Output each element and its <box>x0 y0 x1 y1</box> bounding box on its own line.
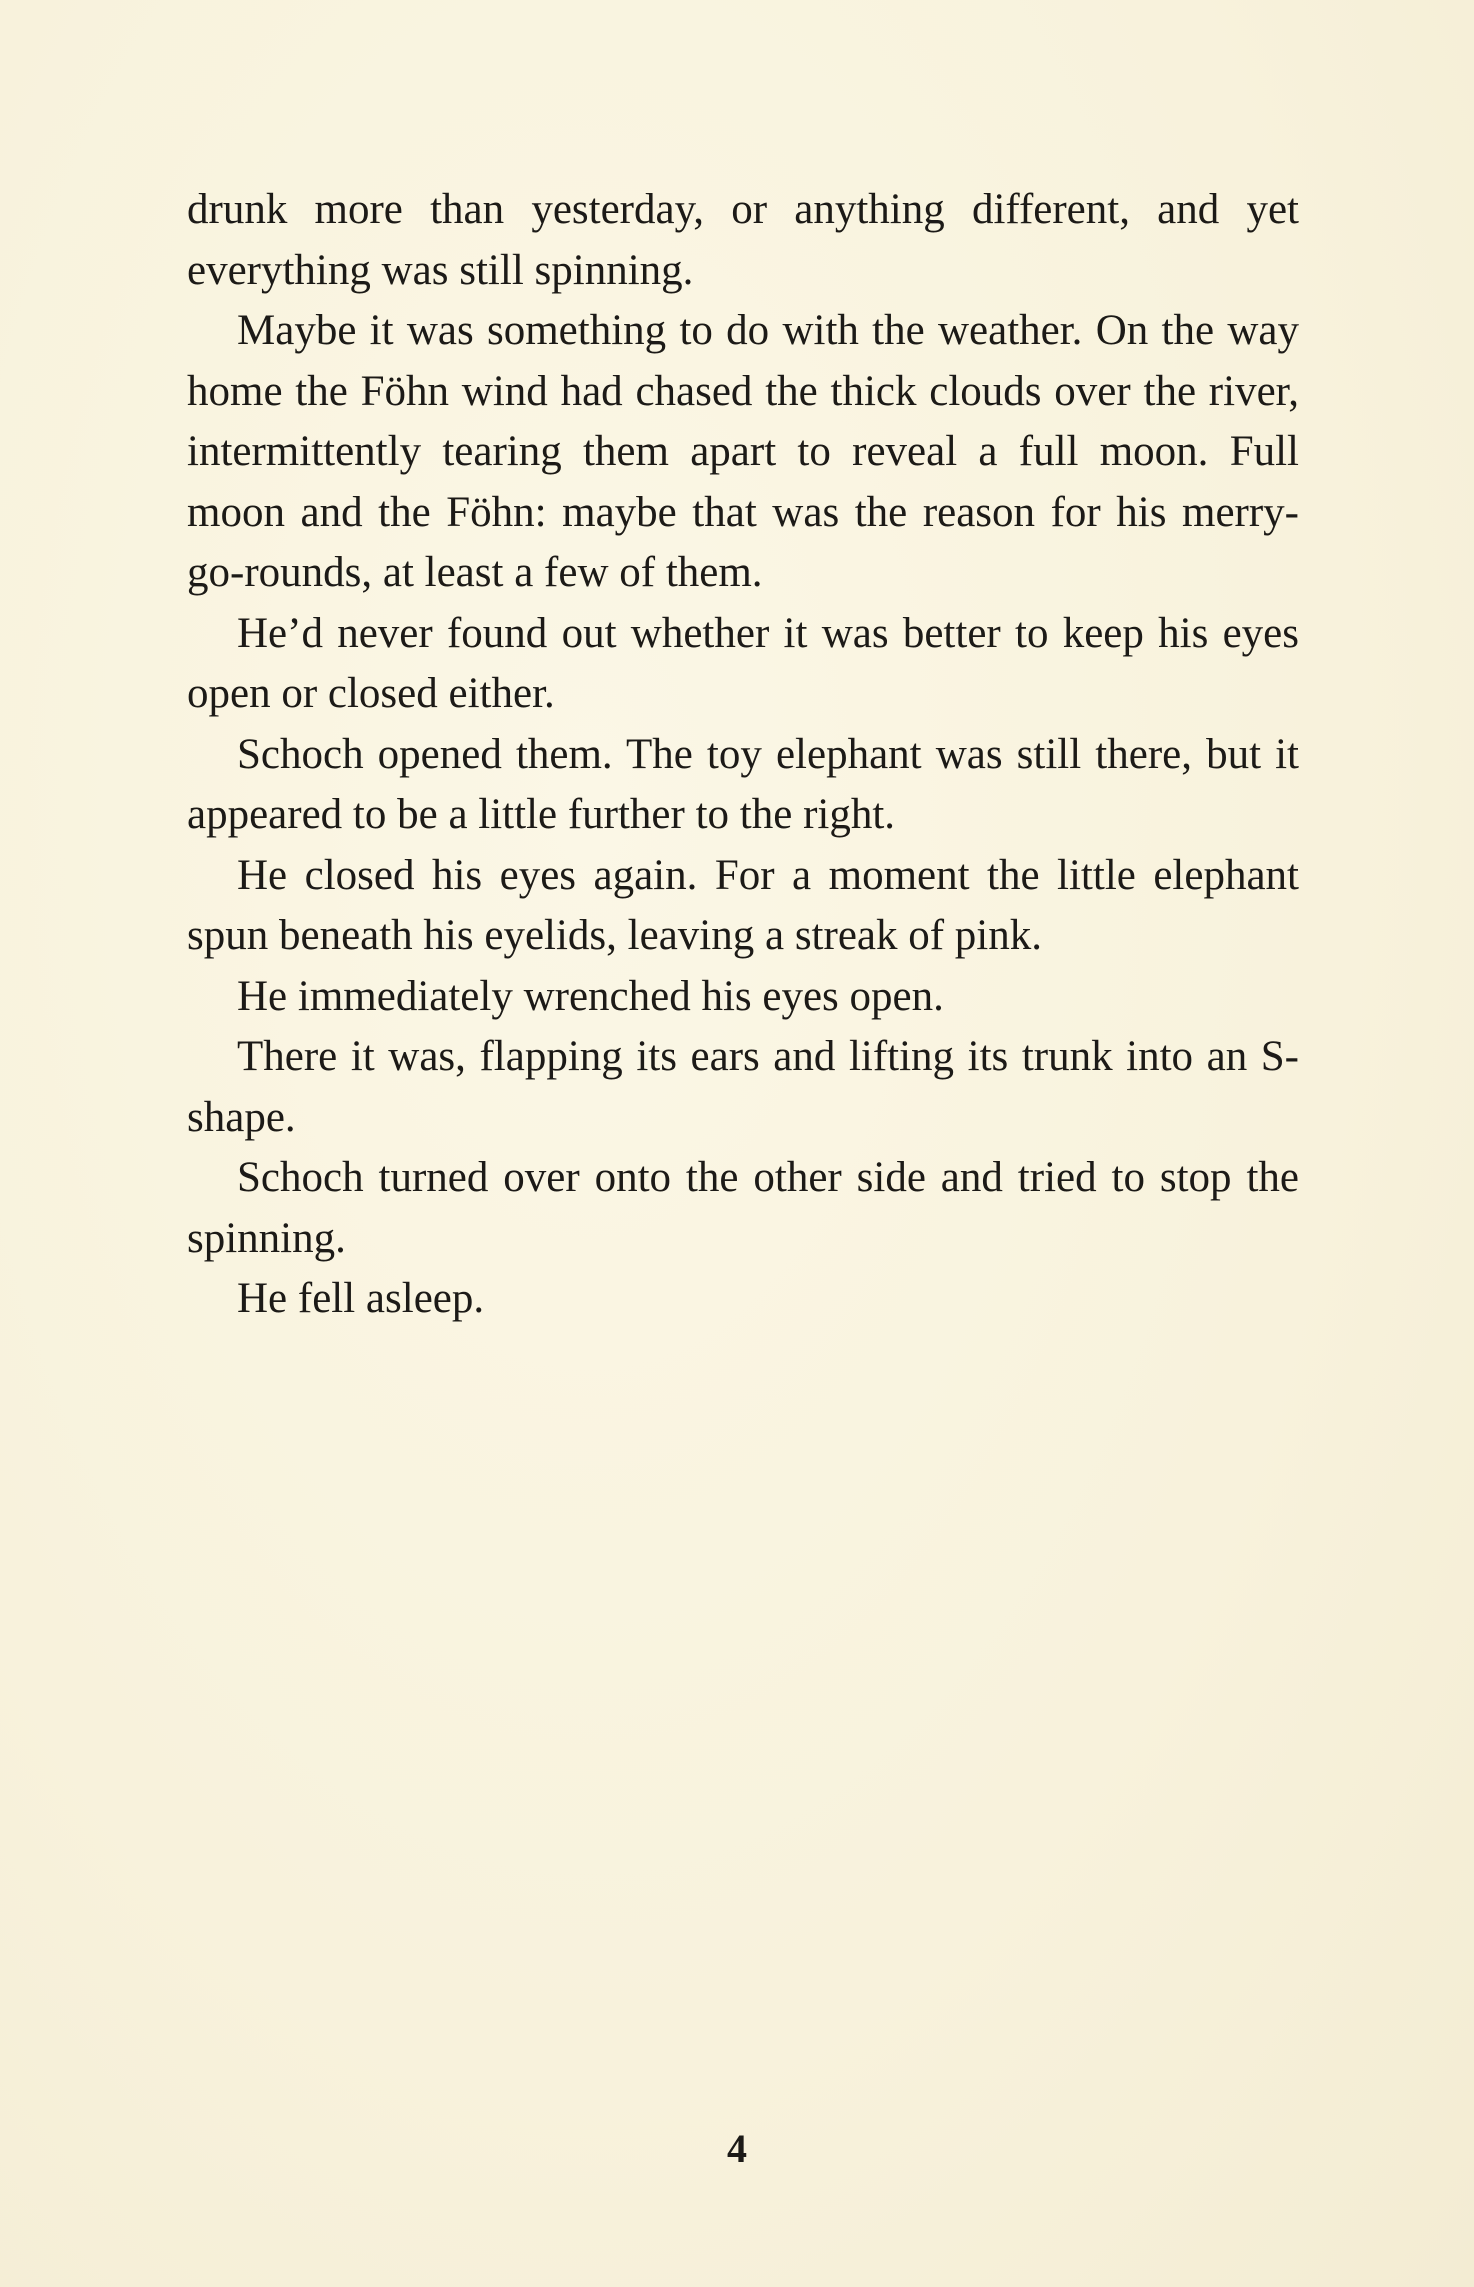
paragraph-1: drunk more than yesterday, or anything different, and yet everything was still spinning. <box>187 186 1299 294</box>
page-number: 4 <box>727 2126 747 2171</box>
paragraph-6: He immediately wrenched his eyes open. <box>237 972 944 1020</box>
paragraph-2: Maybe it was something to do with the weather. On the way home the Föhn wind had chased the thick clouds over the river, intermittently tearing them apart to reveal a full moon. Full moon and the Föhn: maybe that was the reason for his merry-go-rounds, at least a few of them. <box>187 307 1299 596</box>
paragraph-3: He’d never found out whether it was better to keep his eyes open or closed either. <box>187 609 1299 717</box>
paragraph-7: There it was, flapping its ears and lifting its trunk into an S-shape. <box>187 1033 1299 1141</box>
paragraph-5: He closed his eyes again. For a moment the little elephant spun beneath his eyelids, leaving a streak of pink. <box>187 851 1299 959</box>
paragraph-9: He fell asleep. <box>237 1275 485 1322</box>
paragraph-4: Schoch opened them. The toy elephant was still there, but it appeared to be a little further to the right. <box>187 730 1299 838</box>
body-text <box>187 180 1299 1330</box>
paragraph-8: Schoch turned over onto the other side and tried to stop the spinning. <box>187 1154 1299 1262</box>
